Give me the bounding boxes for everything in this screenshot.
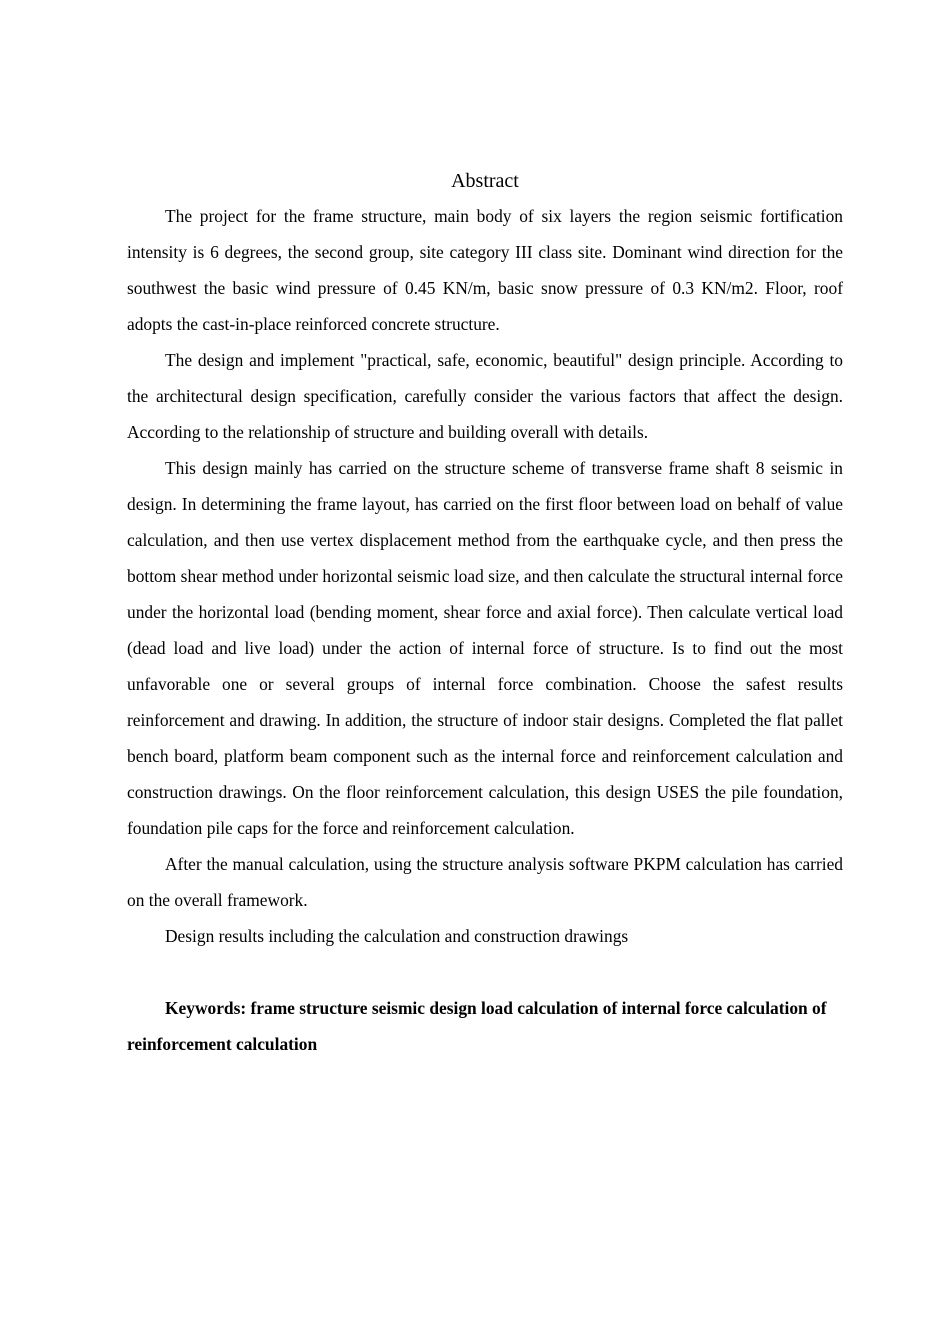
abstract-paragraph-5: Design results including the calculation and construction drawings [165, 926, 629, 946]
abstract-paragraph-4: After the manual calculation, using the structure analysis software PKPM calculation has carried on the overall framework. [127, 854, 843, 910]
abstract-page [127, 168, 843, 1062]
paragraph-spacer [127, 954, 843, 990]
keywords-line: Keywords: frame structure seismic design load calculation of internal force calculation of reinforcement calculation [127, 998, 827, 1054]
abstract-paragraph-1: The project for the frame structure, main body of six layers the region seismic fortification intensity is 6 degrees, the second group, site category III class site. Dominant wind direction for the southwest the basic wind pressure of 0.45 KN/m, basic snow pressure of 0.3 KN/m2. Floor, roof adopts the cast-in-place reinforced concrete structure. [127, 206, 843, 334]
abstract-paragraph-3: This design mainly has carried on the structure scheme of transverse frame shaft 8 seismic in design. In determining the frame layout, has carried on the first floor between load on behalf of value calculation, and then use vertex displacement method from the earthquake cycle, and then press the bottom shear method under horizontal seismic load size, and then calculate the structural internal force under the horizontal load (bending moment, shear force and axial force). Then calculate vertical load (dead load and live load) under the action of internal force of structure. Is to find out the most unfavorable one or several groups of internal force combination. Choose the safest results reinforcement and drawing. In addition, the structure of indoor stair designs. Completed the flat pallet bench board, platform beam component such as the internal force and reinforcement calculation and construction drawings. On the floor reinforcement calculation, this design USES the pile foundation, foundation pile caps for the force and reinforcement calculation. [127, 458, 843, 838]
abstract-title: Abstract [451, 170, 519, 192]
abstract-paragraph-2: The design and implement "practical, safe, economic, beautiful" design principle. According to the architectural design specification, carefully consider the various factors that affect the design. According to the relationship of structure and building overall with details. [127, 350, 843, 442]
